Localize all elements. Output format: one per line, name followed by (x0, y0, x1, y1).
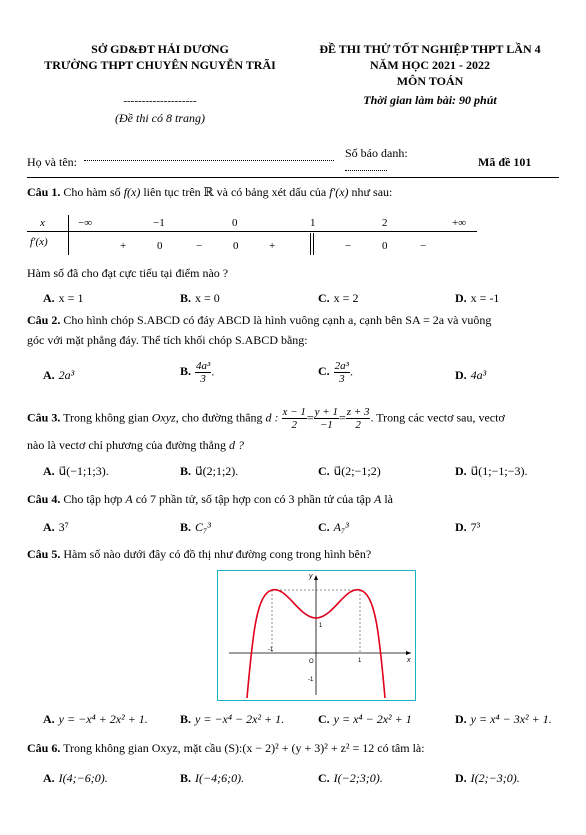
q3-option-a[interactable]: A. u⃗(−1;1;3). (43, 464, 109, 478)
table-x-head: x (40, 217, 45, 229)
sign-1: + (120, 240, 127, 252)
q5-option-c[interactable]: C. y = x⁴ − 2x² + 1 (318, 712, 412, 726)
x-1: 1 (310, 217, 316, 229)
x-neg1: −1 (153, 217, 165, 229)
undefined-bar-1 (310, 233, 311, 255)
tick-neg1: -1 (268, 647, 274, 653)
q5-option-d[interactable]: D. y = x⁴ − 3x² + 1. (455, 712, 552, 726)
q6-option-a[interactable]: A. I(4;−6;0). (43, 771, 108, 785)
x-0: 0 (232, 217, 238, 229)
q1-question: Hàm số đã cho đạt cực tiểu tại điểm nào ? (27, 266, 229, 280)
school-name: TRƯỜNG THPT CHUYÊN NGUYỄN TRÃI (44, 58, 276, 72)
q2-option-d[interactable]: D. 4a³ (455, 368, 487, 382)
q3-option-b[interactable]: B. u⃗(2;1;2). (180, 464, 239, 478)
divider (27, 177, 559, 178)
tick-1: 1 (358, 658, 362, 664)
table-vline (68, 215, 69, 255)
function-graph (217, 570, 416, 701)
table-hline (27, 231, 477, 232)
q1-option-a[interactable]: A. x = 1 (43, 291, 84, 305)
y-axis-label: y (309, 573, 313, 580)
q4-option-b[interactable]: B. C₇³ (180, 520, 211, 534)
name-field[interactable] (84, 160, 334, 161)
header-dashes: -------------------- (123, 95, 197, 107)
q6-option-d[interactable]: D. I(2;−3;0). (455, 771, 520, 785)
q4-text: Câu 4. Cho tập hợp A có 7 phần tử, số tập hợp con có 3 phần tử của tập A là (27, 492, 394, 506)
sign-6: − (345, 240, 352, 252)
q3-option-d[interactable]: D. u⃗(1;−1;−3). (455, 464, 528, 478)
q6-text: Câu 6. Trong không gian Oxyz, mặt cầu (S):(x − 2)² + (y + 3)² + z² = 12 có tâm là: (27, 741, 425, 755)
q6-option-b[interactable]: B. I(−4;6;0). (180, 771, 245, 785)
q2-text-2: góc với mặt phẳng đáy. Thể tích khối chóp S.ABCD bằng: (27, 333, 308, 347)
school-year: NĂM HỌC 2021 - 2022 (370, 58, 490, 72)
id-label: Số báo danh: (345, 146, 408, 160)
sign-3: − (196, 240, 203, 252)
school-dept: SỞ GD&ĐT HẢI DƯƠNG (91, 42, 229, 56)
x-axis-label: x (407, 657, 411, 664)
q5-option-a[interactable]: A. y = −x⁴ + 2x² + 1. (43, 712, 148, 726)
exam-title: ĐỀ THI THỬ TỐT NGHIỆP THPT LẦN 4 (319, 42, 541, 56)
q4-option-a[interactable]: A. 3⁷ (43, 520, 69, 534)
page-count: (Đề thi có 8 trang) (115, 111, 205, 125)
x-2: 2 (382, 217, 388, 229)
q3-option-c[interactable]: C. u⃗(2;−1;2) (318, 464, 381, 478)
q3-text-1: Câu 3. Trong không gian Oxyz, cho đường thẳng d : $\frac{x - 1}{2}$ = $\frac{y + 1}{-1}$ = $\frac{z + 3}{2}$ . Trong các vectơ sau, vectơ (27, 406, 505, 431)
id-field[interactable] (345, 170, 387, 171)
undefined-bar-2 (313, 233, 314, 255)
sign-4: 0 (233, 240, 239, 252)
q1-option-b[interactable]: B. x = 0 (180, 291, 220, 305)
x-neg-inf: −∞ (78, 217, 93, 229)
q4-option-d[interactable]: D. 7³ (455, 520, 481, 534)
q4-option-c[interactable]: C. A₇³ (318, 520, 349, 534)
origin-label: O (309, 659, 314, 665)
sign-7: 0 (382, 240, 388, 252)
name-label: Họ và tên: (27, 155, 77, 169)
table-fp-head: f′(x) (30, 236, 48, 248)
q6-option-c[interactable]: C. I(−2;3;0). (318, 771, 383, 785)
sign-2: 0 (157, 240, 163, 252)
q3-text-2: nào là vectơ chỉ phương của đường thẳng d ? (27, 438, 244, 452)
q2-text-1: Câu 2. Cho hình chóp S.ABCD có đáy ABCD là hình vuông cạnh a, cạnh bên SA = 2a và vuông (27, 313, 492, 327)
q2-option-b[interactable]: B. $\frac{\text{4a³}}{3}$ . (180, 360, 215, 385)
x-pos-inf: +∞ (452, 217, 467, 229)
sign-8: − (420, 240, 427, 252)
q1-option-c[interactable]: C. x = 2 (318, 291, 359, 305)
q1-text: Câu 1. Cho hàm số f(x) liên tục trên ℝ và có bảng xét dấu của f′(x) như sau: (27, 185, 393, 199)
q1-option-d[interactable]: D. x = -1 (455, 291, 500, 305)
tick-y1: 1 (319, 623, 323, 629)
q5-text: Câu 5. Hàm số nào dưới đây có đồ thị như đường cong trong hình bên? (27, 547, 372, 561)
q2-option-a[interactable]: A. 2a³ (43, 368, 75, 382)
exam-code: Mã đề 101 (478, 155, 532, 169)
tick-yneg1: -1 (308, 677, 314, 683)
sign-5: + (269, 240, 276, 252)
q5-option-b[interactable]: B. y = −x⁴ − 2x² + 1. (180, 712, 285, 726)
time-limit: Thời gian làm bài: 90 phút (363, 93, 497, 107)
q2-option-c[interactable]: C. $\frac{\text{2a³}}{3}$ . (318, 360, 353, 385)
subject: MÔN TOÁN (396, 74, 464, 88)
